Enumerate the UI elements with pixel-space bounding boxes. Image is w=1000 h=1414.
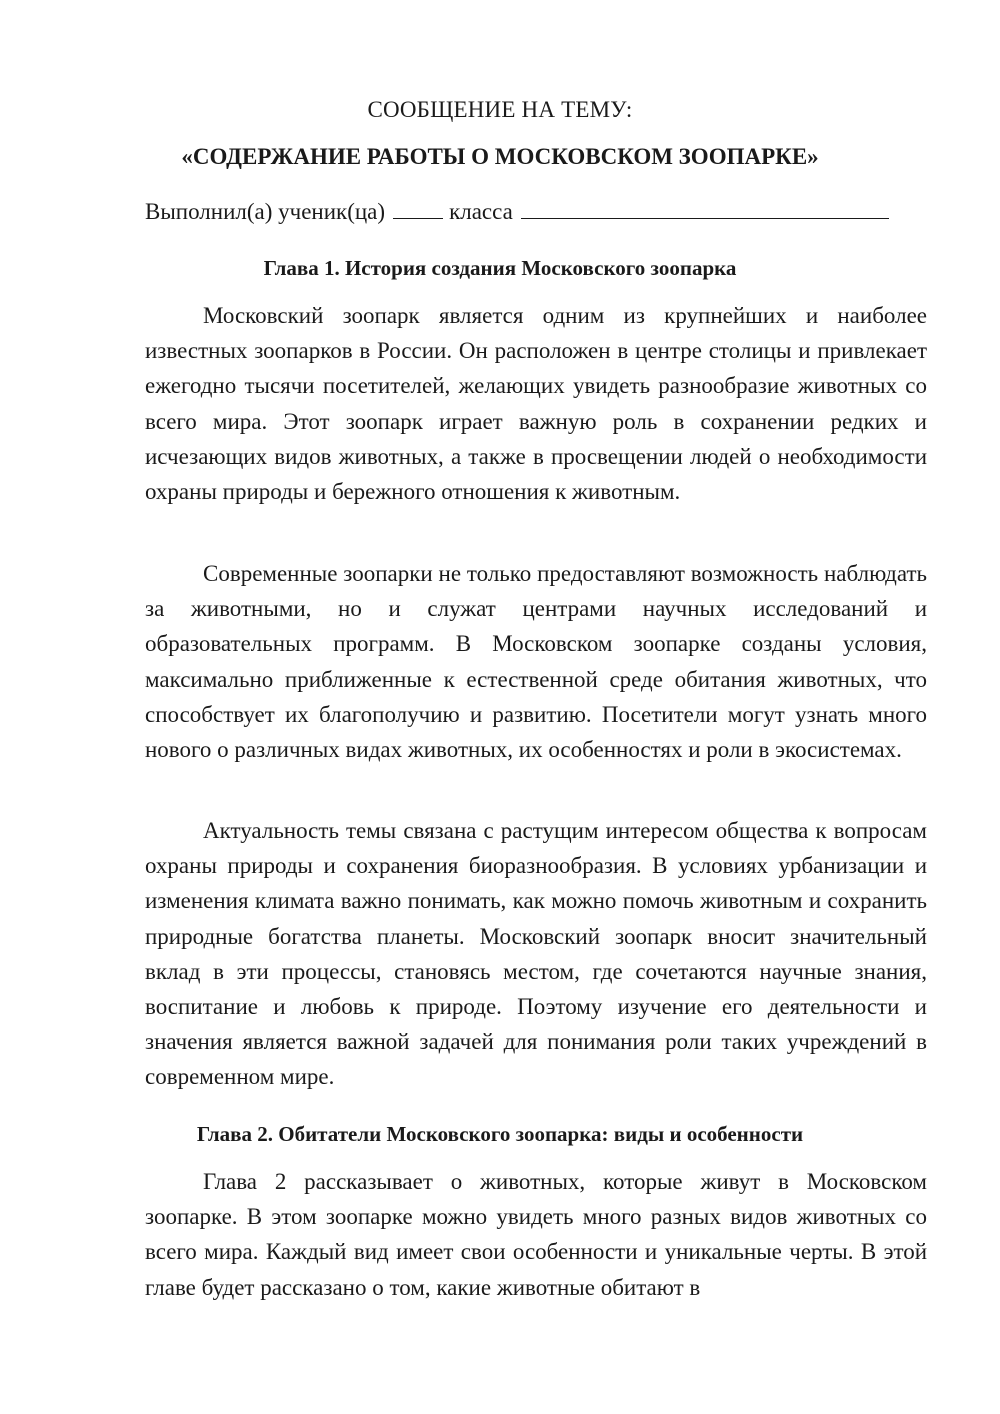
chapter-1-title: Глава 1. История создания Московского зоопарка [263,256,737,280]
performed-by-label: Выполнил(а) ученик(ца) [145,199,386,224]
chapter-2-paragraph: Глава 2 рассказывает о животных, которые живут в Московском зоопарке. В этом зоопарке можно увидеть много разных видов животных со всего мира. Каждый вид имеет свои особенности и уникальные черты. В этой главе будет рассказано о том, какие животные обитают в [145,1169,927,1300]
chapter-1-paragraph: Московский зоопарк является одним из крупнейших и наиболее известных зоопарков в России. Он расположен в центре столицы и привлекает ежегодно тысячи посетителей, желающих увидеть разнообразие животных со всего мира. Этот зоопарк играет важную роль в сохранении редких и исчезающих видов животных, а также в просвещении людей о необходимости охраны природы и бережного отношения к животным. [145,303,927,505]
performed-by-line [145,196,889,228]
chapter-1-paragraph: Современные зоопарки не только предоставляют возможность наблюдать за животными, но и служат центрами научных исследований и образовательных программ. В Московском зоопарке созданы условия, максимально приближенные к естественной среде обитания животных, что способствует их благополучию и развитию. Посетители могут узнать много нового о различных видах животных, их особенностях и роли в экосистемах. [145,561,927,763]
document-topic-heading: СООБЩЕНИЕ НА ТЕМУ: [367,97,633,122]
class-label: класса [449,199,513,224]
chapter-2-title: Глава 2. Обитатели Московского зоопарка: виды и особенности [196,1122,804,1146]
chapter-1-paragraph: Актуальность темы связана с растущим интересом общества к вопросам охраны природы и сохранения биоразнообразия. В условиях урбанизации и изменения климата важно понимать, как можно помочь животным и сохранить природные богатства планеты. Московский зоопарк вносит значительный вклад в эти процессы, становясь местом, где сочетаются научные знания, воспитание и любовь к природе. Поэтому изучение его деятельности и значения является важной задачей для понимания роли таких учреждений в современном мире. [145,818,927,1090]
student-name-blank [521,196,889,219]
class-number-blank [393,196,443,219]
document-title: «СОДЕРЖАНИЕ РАБОТЫ О МОСКОВСКОМ ЗООПАРКЕ» [181,144,819,169]
